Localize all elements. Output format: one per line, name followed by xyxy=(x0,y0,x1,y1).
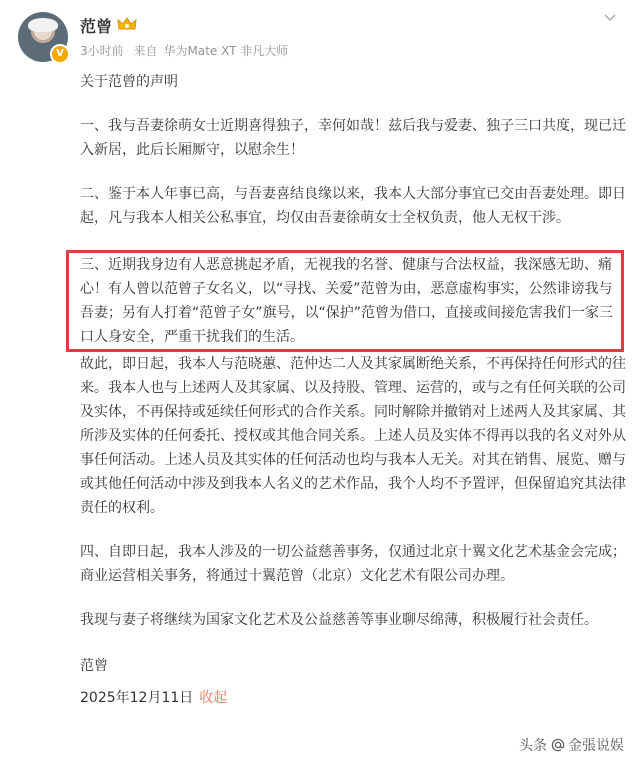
post-content xyxy=(80,70,628,710)
chevron-down-icon[interactable] xyxy=(600,8,620,28)
watermark-prefix: 头条 xyxy=(519,738,547,754)
post-date: 2025年12月11日 xyxy=(80,690,194,706)
watermark xyxy=(519,735,624,755)
paragraph-three-continued: 故此，即日起，我本人与范晓蕙、范仲达二人及其家属断绝关系，不再保持任何形式的往来。我本人也与上述两人及其家属、以及持股、管理、运营的，或与之有任何关联的公司及实体，不再保持或延续任何形式的合作关系。同时解除并撤销对上述两人及其家属、其所涉及实体的任何委托、授权或其他合同关系。上述人员及实体不得再以我的名义对外从事任何活动。上述人员及其实体的任何活动也均与我本人无关。对其在销售、展览、赠与或其他任何活动中涉及到我本人名义的艺术作品，我个人均不予置评，但保留追究其法律责任的权利。 xyxy=(80,356,626,516)
crown-icon xyxy=(117,16,137,32)
post-time: 3小时前 xyxy=(80,44,124,58)
post-meta xyxy=(80,42,294,59)
source-prefix: 来自 xyxy=(133,44,158,58)
collapse-link[interactable]: 收起 xyxy=(199,690,228,706)
paragraph-five: 我现与妻子将继续为国家文化艺术及公益慈善等事业聊尽绵薄，积极履行社会责任。 xyxy=(80,612,598,628)
paragraph-four: 四、自即日起，我本人涉及的一切公益慈善事务，仅通过北京十翼文化艺术基金会完成；商业运营相关事务，将通过十翼范曾（北京）文化艺术有限公司办理。 xyxy=(80,544,626,584)
paragraph-three-highlighted: 三、近期我身边有人恶意挑起矛盾，无视我的名誉、健康与合法权益，我深感无助、痛心！有人曾以范曾子女名义，以“寻找、关爱”范曾为由，恶意虚构事实，公然诽谤我与吾妻；另有人打着“范曾子女”旗号，以“保护”范曾为借口，直接或间接危害我们一家三口人身安全，严重干扰我们的生活。 xyxy=(80,257,614,345)
statement-title: 关于范曾的声明 xyxy=(80,74,178,90)
paragraph-one: 一、我与吾妻徐萌女士近期喜得独子，幸何如哉！兹后我与爱妻、独子三口共度，现已迁入新居，此后长厢厮守，以慰余生！ xyxy=(80,118,626,158)
paragraph-two: 二、鉴于本人年事已高，与吾妻喜结良缘以来，我本人大部分事宜已交由吾妻处理。即日起，凡与我本人相关公私事宜，均仅由吾妻徐萌女士全权负责，他人无权干涉。 xyxy=(80,186,626,226)
verified-v-icon: V xyxy=(50,44,70,64)
date-row xyxy=(80,686,628,710)
highlight-box xyxy=(66,250,624,352)
author-name[interactable]: 范曾 xyxy=(80,17,113,36)
signature: 范曾 xyxy=(80,658,108,674)
at-icon xyxy=(551,738,565,752)
source-device[interactable]: 华为Mate XT 非凡大师 xyxy=(163,44,289,58)
watermark-handle: 金張说娱 xyxy=(568,738,624,754)
